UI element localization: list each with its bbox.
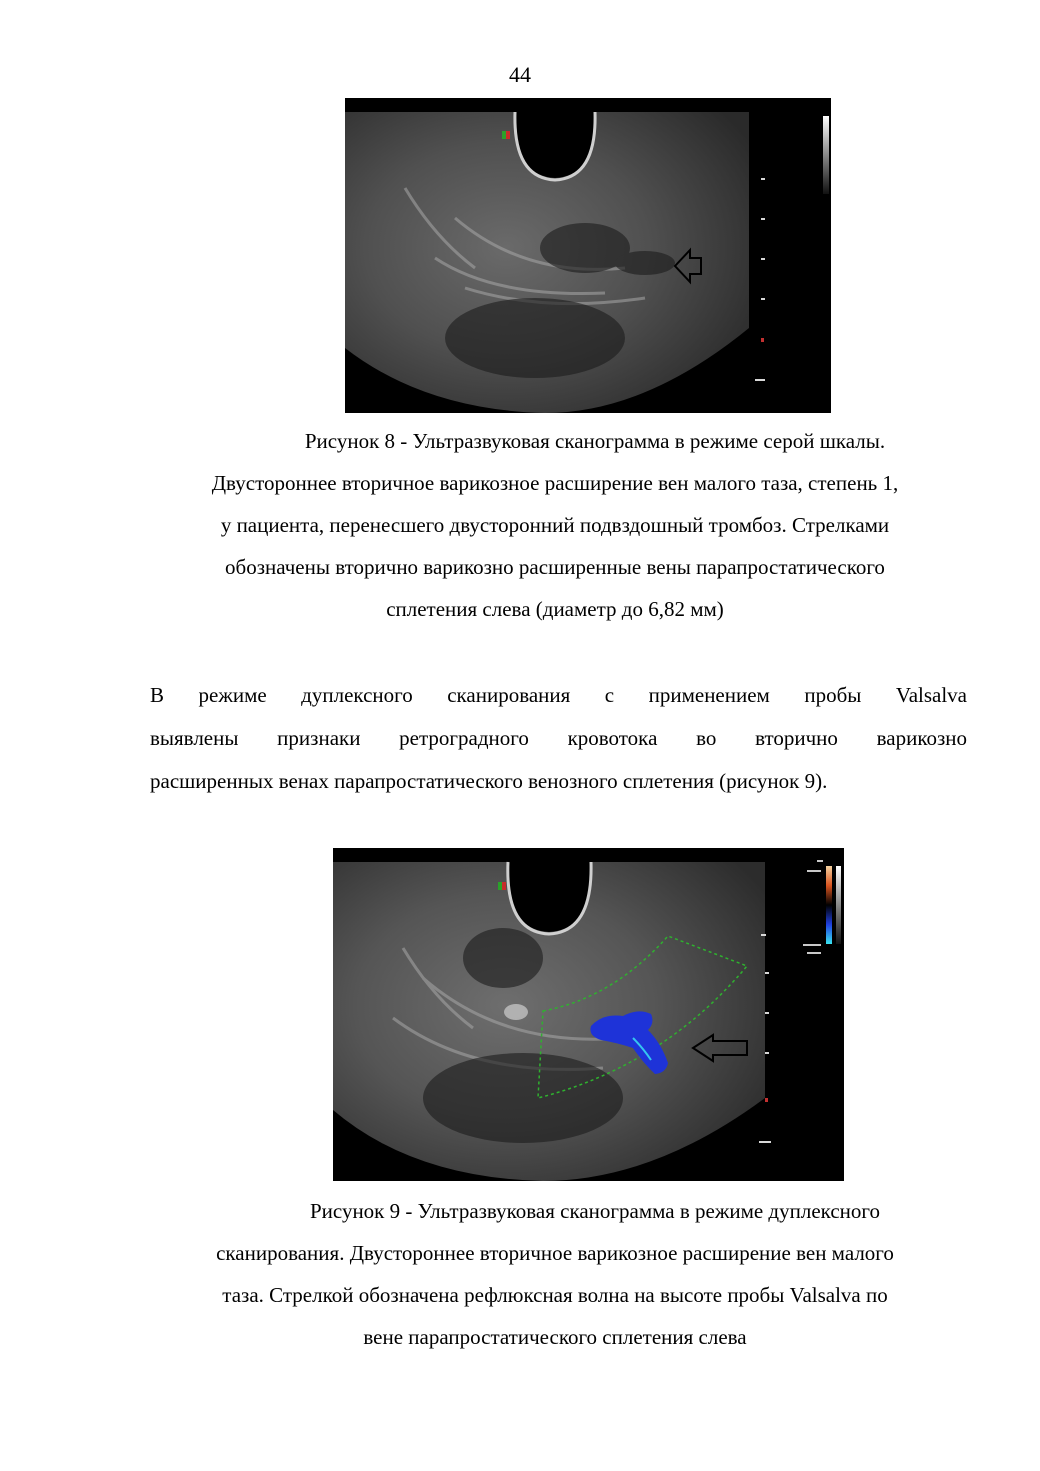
caption-line: сканирования. Двустороннее вторичное варикозное расширение вен малого	[216, 1241, 894, 1265]
figure-8-ultrasound-image	[345, 98, 831, 413]
caption-line: вене парапростатического сплетения слева	[363, 1325, 747, 1349]
page-number: 44	[509, 62, 531, 87]
caption-line: у пациента, перенесшего двусторонний подвздошный тромбоз. Стрелками	[220, 513, 890, 537]
caption-line: Рисунок 8 - Ультразвуковая сканограмма в режиме серой шкалы.	[304, 429, 886, 453]
caption-line: таза. Стрелкой обозначена рефлюксная волна на высоте пробы Valsalva по	[222, 1283, 888, 1307]
figure-9-caption	[140, 1190, 970, 1358]
caption-line: Рисунок 9 - Ультразвуковая сканограмма в режиме дуплексного	[309, 1199, 880, 1223]
caption-line: обозначены вторично варикозно расширенные вены парапростатического	[225, 555, 885, 579]
figure-9-duplex-ultrasound-image	[333, 848, 844, 1181]
paragraph-line: В режиме дуплексного сканирования с применением пробы Valsalva	[150, 683, 967, 707]
paragraph-line: расширенных венах парапростатического венозного сплетения (рисунок 9).	[150, 769, 828, 793]
caption-line: сплетения слева (диаметр до 6,82 мм)	[386, 597, 724, 621]
figure-8-caption	[140, 420, 970, 630]
body-paragraph	[150, 674, 967, 803]
paragraph-line: выявлены признаки ретроградного кровотока во вторично варикозно	[150, 726, 967, 750]
caption-line: Двустороннее вторичное варикозное расширение вен малого таза, степень 1,	[211, 471, 899, 495]
